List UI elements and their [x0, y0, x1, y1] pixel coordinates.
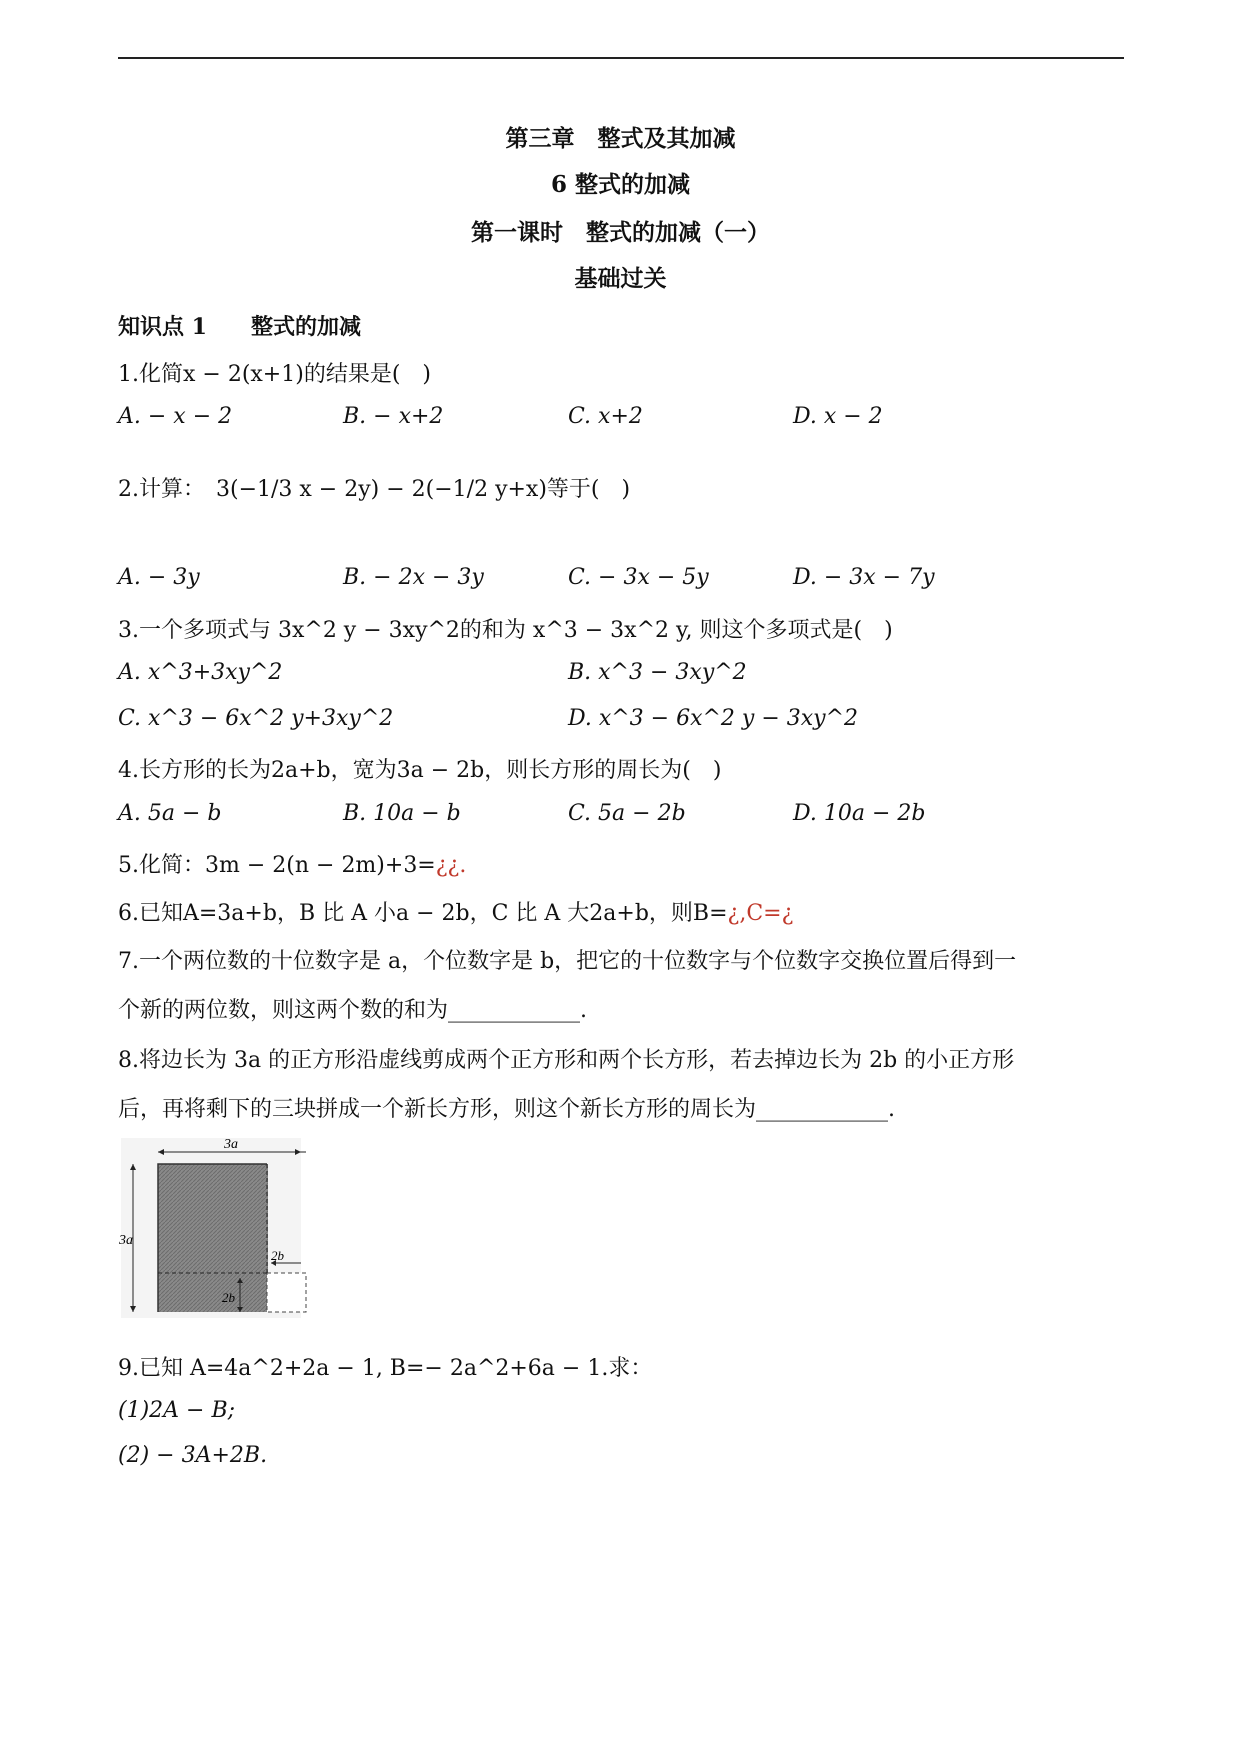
q4-option-c: C. 5a − 2b	[568, 801, 686, 826]
q3-option-a: A. x^3+3xy^2	[118, 660, 283, 685]
square-cut-figure	[121, 1138, 301, 1318]
question-7-line-1: 7.一个两位数的十位数字是 a，个位数字是 b，把它的十位数字与个位数字交换位置后得到一	[118, 949, 1017, 974]
q1-option-c: C. x+2	[568, 404, 643, 429]
q9-part-2: (2) − 3A+2B.	[118, 1443, 268, 1468]
fig-label-bottom: 2b	[222, 1290, 235, 1305]
q2-option-c: C. − 3x − 5y	[568, 565, 709, 590]
q4-option-a: A. 5a − b	[118, 801, 222, 826]
q2-option-d: D. − 3x − 7y	[793, 565, 935, 590]
knowledge-point-heading: 知识点 1 整式的加减	[118, 314, 361, 340]
q2-option-b: B. − 2x − 3y	[343, 565, 484, 590]
chapter-title: 第三章 整式及其加减	[505, 125, 736, 152]
q1-option-b: B. − x+2	[343, 404, 444, 429]
q6-blank: ¿,C=¿	[727, 901, 794, 926]
question-3: 3.一个多项式与 3x^2 y − 3xy^2的和为 x^3 − 3x^2 y, 则这个多项式是( )	[118, 618, 893, 643]
fig-label-left: 3a	[119, 1233, 133, 1248]
q1-option-d: D. x − 2	[793, 404, 883, 429]
q4-option-b: B. 10a − b	[343, 801, 461, 826]
q6-stem: 6.已知A=3a+b，B 比 A 小a − 2b，C 比 A 大2a+b，则B=	[118, 901, 728, 926]
bottom-strip	[158, 1298, 267, 1312]
q5-stem: 5.化简：3m − 2(n − 2m)+3=	[118, 853, 436, 878]
fig-label-inner: 2b	[271, 1248, 284, 1263]
question-9: 9.已知 A=4a^2+2a − 1, B=− 2a^2+6a − 1.求：	[118, 1356, 653, 1381]
lesson-title: 第一课时 整式的加减（一）	[471, 219, 770, 246]
header-rule	[118, 57, 1124, 59]
q2-option-a: A. − 3y	[118, 565, 200, 590]
section-title: 6 整式的加减	[550, 171, 690, 198]
question-8-line-1: 8.将边长为 3a 的正方形沿虚线剪成两个正方形和两个长方形，若去掉边长为 2b 的小正方形	[118, 1048, 1015, 1073]
question-1: 1.化简x − 2(x+1)的结果是( )	[118, 362, 431, 387]
question-6	[118, 896, 793, 927]
part-title: 基础过关	[574, 265, 667, 292]
q1-option-a: A. − x − 2	[118, 404, 233, 429]
q3-option-c: C. x^3 − 6x^2 y+3xy^2	[118, 706, 394, 731]
question-5	[118, 848, 466, 879]
q4-option-d: D. 10a − 2b	[793, 801, 926, 826]
fig-label-top: 3a	[224, 1137, 238, 1152]
question-2: 2.计算： 3(−1/3 x − 2y) − 2(−1/2 y+x)等于( )	[118, 477, 631, 502]
question-4: 4.长方形的长为2a+b，宽为3a − 2b，则长方形的周长为( )	[118, 758, 722, 783]
removed-square	[267, 1273, 306, 1312]
q5-blank: ¿¿.	[435, 853, 467, 878]
big-square-part	[158, 1164, 267, 1298]
q3-option-b: B. x^3 − 3xy^2	[568, 660, 747, 685]
q9-part-1: (1)2A − B;	[118, 1398, 236, 1423]
figure-svg	[121, 1138, 301, 1318]
question-8-line-2: 后，再将剩下的三块拼成一个新长方形，则这个新长方形的周长为____________.	[118, 1097, 895, 1122]
question-7-line-2: 个新的两位数，则这两个数的和为____________.	[118, 998, 587, 1023]
q3-option-d: D. x^3 − 6x^2 y − 3xy^2	[568, 706, 859, 731]
